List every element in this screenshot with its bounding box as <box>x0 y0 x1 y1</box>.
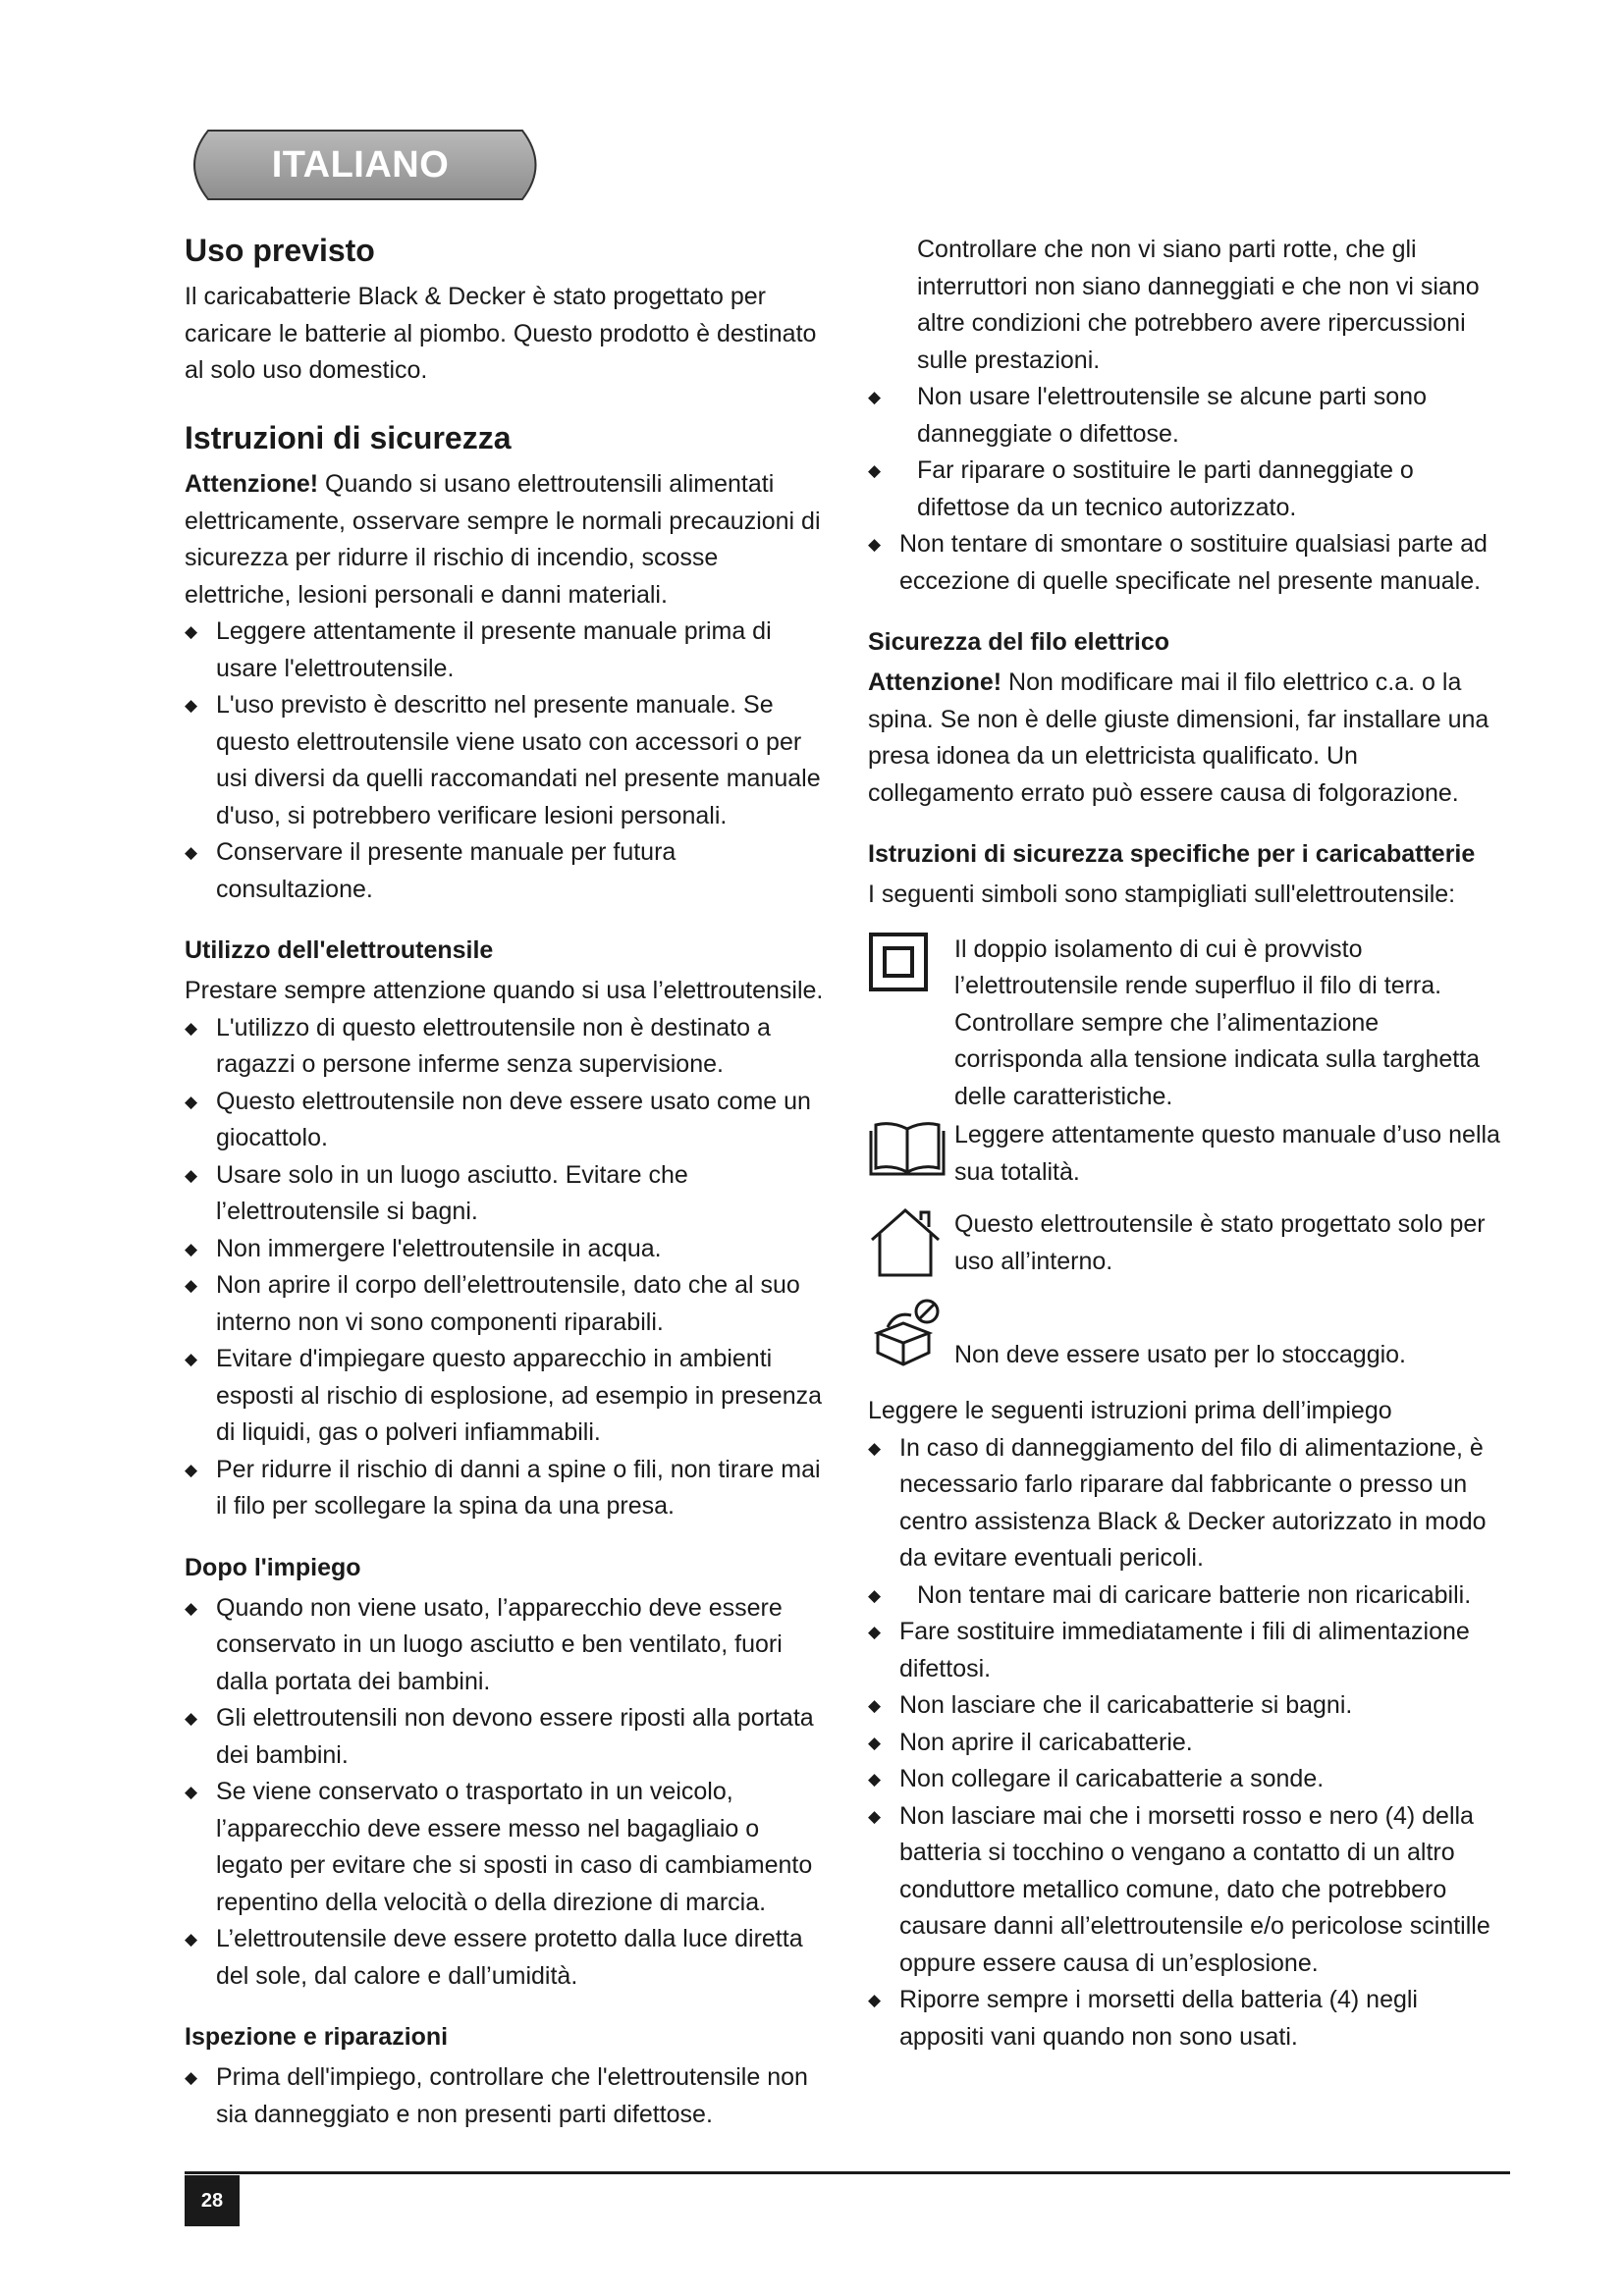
diamond-bullet-icon: ◆ <box>868 1733 882 1752</box>
utilizzo-list <box>185 1010 828 1525</box>
diamond-bullet-icon: ◆ <box>185 843 198 863</box>
diamond-bullet-icon: ◆ <box>868 1696 882 1715</box>
symbol-text: Non deve essere usato per lo stoccaggio. <box>954 1341 1406 1368</box>
diamond-bullet-icon: ◆ <box>868 535 882 554</box>
diamond-bullet-icon: ◆ <box>868 1991 882 2009</box>
diamond-bullet-icon: ◆ <box>868 388 882 406</box>
list-item: ◆ Per ridurre il rischio di danni a spine o fili, non tirare mai il filo per scollegare la spina da una presa. <box>185 1452 828 1525</box>
list-item: ◆ Non aprire il corpo dell’elettroutensile, dato che al suo interno non vi sono componenti riparabili. <box>185 1267 828 1341</box>
list-item: ◆ L’elettroutensile deve essere protetto dalla luce diretta del sole, dal calore e dall’umidità. <box>185 1921 828 1995</box>
list-item: ◆ Quando non viene usato, l’apparecchio deve essere conservato in un luogo asciutto e ben ventilato, fuori dalla portata dei bambini. <box>185 1590 828 1701</box>
uso-previsto-title: Uso previsto <box>185 233 375 268</box>
list-item: ◆ Non tentare mai di caricare batterie non ricaricabili. <box>868 1577 1506 1615</box>
diamond-bullet-icon: ◆ <box>185 1460 198 1479</box>
read-manual-icon <box>868 1117 954 1181</box>
filo-warning <box>868 665 1506 812</box>
list-item: ◆ Leggere attentamente il presente manuale prima di usare l'elettroutensile. <box>185 614 828 687</box>
diamond-bullet-icon: ◆ <box>185 1930 198 1949</box>
diamond-bullet-icon: ◆ <box>185 1165 198 1185</box>
diamond-bullet-icon: ◆ <box>185 1276 198 1296</box>
list-item: ◆ Non lasciare che il caricabatterie si bagni. <box>868 1687 1506 1725</box>
list-item: ◆ L'utilizzo di questo elettroutensile non è destinato a ragazzi o persone inferme senza supervisione. <box>185 1010 828 1084</box>
right-column <box>868 232 1506 2056</box>
uso-previsto-text: Il caricabatterie Black & Decker è stato progettato per caricare le batterie al piombo. Questo prodotto è destinato al solo uso domestico. <box>185 283 817 385</box>
language-badge <box>179 128 552 202</box>
diamond-bullet-icon: ◆ <box>185 1783 198 1802</box>
specifiche-title: Istruzioni di sicurezza specifiche per i caricabatterie <box>868 840 1476 868</box>
filo-text: Non modificare mai il filo elettrico c.a. o la spina. Se non è delle giuste dimensioni, far installare una presa idonea da un elettricista qualificato. Un collegamento errato può essere causa di folgorazione. <box>868 668 1489 807</box>
symbol-row <box>868 932 1506 1116</box>
diamond-bullet-icon: ◆ <box>185 1350 198 1369</box>
list-item: ◆ Far riparare o sostituire le parti danneggiate o difettose da un tecnico autorizzato. <box>868 453 1506 526</box>
list-item: ◆ Non aprire il caricabatterie. <box>868 1725 1506 1762</box>
list-item: ◆ Non tentare di smontare o sostituire qualsiasi parte ad eccezione di quelle specificate nel presente manuale. <box>868 526 1506 600</box>
utilizzo-intro: Prestare sempre attenzione quando si usa l’elettroutensile. <box>185 977 824 1005</box>
no-storage-icon <box>868 1298 954 1375</box>
list-item: ◆ Non immergere l'elettroutensile in acqua. <box>185 1231 828 1268</box>
list-item: ◆ Gli elettroutensili non devono essere riposti alla portata dei bambini. <box>185 1700 828 1774</box>
list-item: ◆ Non usare l'elettroutensile se alcune parti sono danneggiate o difettose. <box>868 379 1506 453</box>
list-item: ◆ Questo elettroutensile non deve essere usato come un giocattolo. <box>185 1084 828 1157</box>
diamond-bullet-icon: ◆ <box>185 1709 198 1729</box>
diamond-bullet-icon: ◆ <box>868 1770 882 1789</box>
diamond-bullet-icon: ◆ <box>868 1438 882 1458</box>
dopo-title: Dopo l'impiego <box>185 1553 361 1581</box>
list-item: ◆ Prima dell'impiego, controllare che l'elettroutensile non sia danneggiato e non presenti parti difettose. <box>185 2059 828 2133</box>
indoor-use-icon <box>868 1206 954 1282</box>
list-item: ◆ Conservare il presente manuale per futura consultazione. <box>185 834 828 908</box>
diamond-bullet-icon: ◆ <box>868 1585 882 1605</box>
list-item: ◆ Non collegare il caricabatterie a sonde. <box>868 1761 1506 1798</box>
filo-attenzione-label: Attenzione! <box>868 668 1002 696</box>
list-item: ◆ Se viene conservato o trasportato in un veicolo, l’apparecchio deve essere messo nel bagagliaio o legato per evitare che si sposti in caso di cambiamento repentino della velocità o della direzione di marcia. <box>185 1774 828 1921</box>
diamond-bullet-icon: ◆ <box>868 461 882 480</box>
attenzione-label: Attenzione! <box>185 470 319 499</box>
list-item: ◆ Riporre sempre i morsetti della batteria (4) negli appositi vani quando non sono usati. <box>868 1982 1506 2056</box>
diamond-bullet-icon: ◆ <box>185 2068 198 2088</box>
diamond-bullet-icon: ◆ <box>185 1018 198 1038</box>
diamond-bullet-icon: ◆ <box>185 1598 198 1618</box>
prima-list <box>868 1430 1506 2056</box>
ispezione-continued: Controllare che non vi siano parti rotte, che gli interruttori non siano danneggiati e che non vi siano altre condizioni che potrebbero avere ripercussioni sulle prestazioni. <box>917 236 1480 374</box>
language-badge-label: ITALIANO <box>271 144 450 186</box>
ispezione-list <box>185 2059 828 2133</box>
diamond-bullet-icon: ◆ <box>185 1092 198 1111</box>
diamond-bullet-icon: ◆ <box>185 1239 198 1258</box>
double-insulation-icon <box>868 932 954 997</box>
symbol-row <box>868 1206 1506 1282</box>
diamond-bullet-icon: ◆ <box>868 1623 882 1641</box>
symbol-text: Questo elettroutensile è stato progettato solo per uso all’interno. <box>954 1210 1486 1275</box>
attenzione-text: Quando si usano elettroutensili alimentati elettricamente, osservare sempre le normali precauzioni di sicurezza per ridurre il rischio di incendio, scosse elettriche, lesioni personali e danni materiali. <box>185 470 821 609</box>
filo-title: Sicurezza del filo elettrico <box>868 628 1170 656</box>
sicurezza-list <box>185 614 828 908</box>
list-item: ◆ Non lasciare mai che i morsetti rosso e nero (4) della batteria si tocchino o vengano a contatto di un altro conduttore metallico comune, dato che potrebbero causare danni all’elettroutensile e/o pericolose scintille oppure essere causa di un’esplosione. <box>868 1798 1506 1983</box>
list-item: ◆ Usare solo in un luogo asciutto. Evitare che l’elettroutensile si bagni. <box>185 1157 828 1231</box>
specifiche-intro: I seguenti simboli sono stampigliati sull'elettroutensile: <box>868 881 1456 908</box>
page-number: 28 <box>185 2175 240 2226</box>
diamond-bullet-icon: ◆ <box>868 1806 882 1826</box>
footer-rule <box>185 2171 1510 2174</box>
list-item: ◆ In caso di danneggiamento del filo di alimentazione, è necessario farlo riparare dal fabbricante o presso un centro assistenza Black & Decker autorizzato in modo da evitare eventuali pericoli. <box>868 1430 1506 1577</box>
sicurezza-warning <box>185 466 828 614</box>
symbol-row <box>868 1117 1506 1191</box>
utilizzo-title: Utilizzo dell'elettroutensile <box>185 936 494 965</box>
sicurezza-title: Istruzioni di sicurezza <box>185 419 512 455</box>
list-item: ◆ Evitare d'impiegare questo apparecchio in ambienti esposti al rischio di esplosione, ad esempio in presenza di liquidi, gas o polveri infiammabili. <box>185 1341 828 1452</box>
symbol-row <box>868 1298 1506 1375</box>
ispezione-title: Ispezione e riparazioni <box>185 2023 449 2052</box>
symbol-text: Il doppio isolamento di cui è provvisto l’elettroutensile rende superfluo il filo di terra. Controllare sempre che l’alimentazione corrisponda alla tensione indicata sulla targhetta delle caratteristiche. <box>954 934 1481 1110</box>
prima-intro: Leggere le seguenti istruzioni prima dell’impiego <box>868 1397 1392 1424</box>
diamond-bullet-icon: ◆ <box>185 696 198 716</box>
list-item: ◆ L'uso previsto è descritto nel presente manuale. Se questo elettroutensile viene usato con accessori o per usi diversi da quelli raccomandati nel presente manuale d'uso, si potrebbero verificare lesioni personali. <box>185 687 828 834</box>
ispezione-list-continued <box>868 379 1506 600</box>
list-item: ◆ Fare sostituire immediatamente i fili di alimentazione difettosi. <box>868 1614 1506 1687</box>
symbol-text: Leggere attentamente questo manuale d’uso nella sua totalità. <box>954 1121 1500 1186</box>
left-column <box>185 232 828 2133</box>
diamond-bullet-icon: ◆ <box>185 622 198 642</box>
dopo-list <box>185 1590 828 1996</box>
